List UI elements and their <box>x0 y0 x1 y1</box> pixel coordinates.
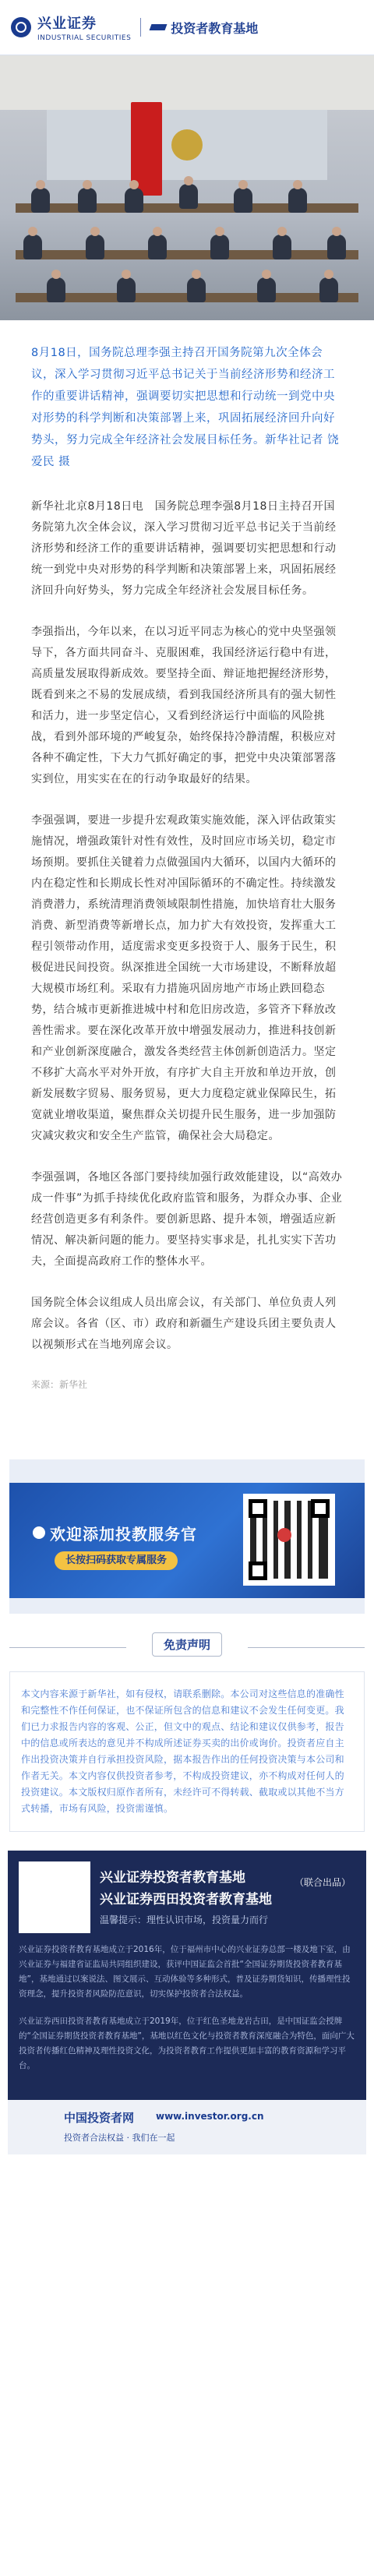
investor-network-sub: 投资者合法权益 · 我们在一起 <box>64 2133 175 2143</box>
article-body <box>0 490 374 1356</box>
service-banner[interactable] <box>9 1459 365 1614</box>
edu-base-text: 投资者教育基地 <box>171 20 259 36</box>
article-source: 来源：新华社 <box>31 1379 88 1390</box>
brand-name-en: INDUSTRIAL SECURITIES <box>37 34 132 42</box>
body-paragraph: 李强强调，要进一步提升宏观政策实施效能，深入评估政策实施情况，增强政策针对性有效性，及时回应市场关切，稳定市场预期。要抓住关键着力点做强国内大循环，以国内大循环的内在稳定性和长期成长性对冲国际循环的不确定性。持续激发消费潜力，系统清理消费领域限制性措施，加快培育壮大服务消费、新型消费等新增长点，加力扩大有效投资，发挥重大工程引领带动作用，适度需求变更多投资于人、服务于民生，积极促进民间投资。纵深推进全国统一大市场建设，不断释放超大规模市场红利。采取有力措施巩固房地产市场止跌回稳态势，结合城市更新推进城中村和危旧房改造，多管齐下释放改善性需求。要在深化改革开放中增强发展动力，推进科技创新和产业创新深度融合，激发各类经营主体创新创造活力。坚定不移扩大高水平对外开放，有序扩大自主开放和单边开放，创新发展数字贸易、服务贸易，更大力度稳定就业保障民生，拓宽就业增收渠道，聚焦群众关切提升民生服务，进一步加强防灾减灾救灾和安全生产监管，确保社会大局稳定。 <box>31 814 337 1142</box>
brand-logo <box>11 12 131 42</box>
brand-name: 兴业证券 <box>37 16 97 32</box>
footer-line2: 兴业证券西田投资者教育基地 <box>100 1892 272 1907</box>
disclaimer-heading <box>9 1632 365 1664</box>
footer-paragraph: 兴业证券投资者教育基地成立于2016年，位于福州市中心的兴业证券总部一楼及地下室，由兴业证券与福建省证监局共同组织建设，获评中国证监会首批“全国证券期货投资者教育基地”，基地通过以案说法、图文展示、互动体验等多种形式，普及证券期货知识，传播理性投资理念，提升投资者风险防范意识，切实保护投资者合法权益。 <box>19 1945 351 1999</box>
footer-tag: （联合出品） <box>294 1877 351 1888</box>
disclaimer-box <box>9 1671 365 1832</box>
meeting-photo <box>0 55 374 320</box>
footer-line1: 兴业证券投资者教育基地 <box>100 1870 245 1886</box>
investor-network-bar[interactable] <box>8 2100 366 2154</box>
service-banner-title: 欢迎添加投教服务官 <box>50 1525 197 1544</box>
brand-logo-icon <box>33 1526 45 1539</box>
body-paragraph: 李强指出，今年以来，在以习近平同志为核心的党中央坚强领导下，各方面共同奋斗、克服困难，我国经济运行稳中有进，高质量发展取得新成效。要坚持全面、辩证地把握经济形势，既看到来之不易的发展成绩，看到我国经济所具有的强大韧性和活力，进一步坚定信心，又看到经济运行中面临的风险挑战，看到外部环境的严峻复杂，始终保持冷静清醒，积极应对各种不确定性，下大力气抓好确定的事，把党中央决策部署落实到位，用实实在在的行动争取最好的结果。 <box>31 626 337 785</box>
body-paragraph: 李强强调，各地区各部门要持续加强行政效能建设，以“高效办成一件事”为抓手持续优化政府监管和服务，为群众办事、企业经营创造更多有利条件。要创新思路、提升本领，增强适应新情况、解决新问题的能力。要坚持实事求是，扎扎实实下苦功夫，全面提高政府工作的整体水平。 <box>31 1171 343 1268</box>
article-header <box>0 0 374 55</box>
footer-paragraph: 兴业证券西田投资者教育基地成立于2019年，位于红色圣地龙岩古田，是中国证监会授牌的“全国证券期货投资者教育基地”，基地以红色文化与投资者教育深度融合为特色，面向广大投资者传播红色精神及理性投资文化，为投资者教育工作提供更加丰富的教育资源和学习平台。 <box>19 2017 355 2070</box>
edu-base-label <box>150 19 258 37</box>
body-paragraph: 新华社北京8月18日电 国务院总理李强8月18日主持召开国务院第九次全体会议，深入学习贯彻习近平总书记关于当前经济形势和经济工作的重要讲话精神，强调要切实把思想和行动统一到党中央对形势的科学判断和决策部署上来，巩固拓展经济回升向好势头，努力完成全年经济社会发展目标任务。 <box>31 500 337 597</box>
photo-caption-lead: 8月18日，国务院总理李强主持召开国务院第九次全体会议，深入学习贯彻习近平总书记关于当前经济形势和经济工作的重要讲话精神，强调要切实把思想和行动统一到党中央对形势的科学判断和决策部署上来，巩固拓展经济回升向好势头，努力完成全年经济社会发展目标任务。新华社记者 饶爱民 摄 <box>31 347 340 468</box>
footer-card <box>8 1851 366 2154</box>
graduation-cap-icon <box>150 22 166 33</box>
scan-code-pill[interactable]: 长按扫码获取专属服务 <box>55 1551 178 1570</box>
disclaimer-text: 本文内容来源于新华社，如有侵权，请联系删除。本公司对这些信息的准确性和完整性不作任何保证，也不保证所包含的信息和建议不会发生任何变更。我们已力求报告内容的客观、公正，但文中的观点、结论和建议仅供参考，报告中的信息或所表达的意见并不构成所述证券买卖的出价或询价。投资者应自主作出投资决策并自行承担投资风险，据本报告作出的任何投资决策与本公司和作者无关。本文内容仅供投资者参考，不构成投资建议，亦不构成对任何人的投资建议。本文版权归原作者所有，未经许可不得转载、截取或以其他不当方式转播，市场有风险，投资需谨慎。 <box>21 1689 344 1814</box>
disclaimer-section <box>9 1632 365 1832</box>
footer-qr-code[interactable] <box>19 1861 90 1933</box>
emblem-graphic <box>171 129 203 161</box>
investor-network-title: 中国投资者网 <box>64 2111 135 2125</box>
header-divider <box>140 18 141 37</box>
service-qr-code[interactable] <box>243 1494 335 1586</box>
disclaimer-title: 免责声明 <box>152 1632 222 1657</box>
body-paragraph: 国务院全体会议组成人员出席会议，有关部门、单位负责人列席会议。各省（区、市）政府和新疆生产建设兵团主要负责人以视频形式在当地列席会议。 <box>31 1297 337 1351</box>
investor-network-url[interactable]: www.investor.org.cn <box>156 2111 264 2122</box>
footer-tip: 温馨提示：理性认识市场，投资量力而行 <box>100 1914 269 1925</box>
brand-logo-icon <box>11 17 31 37</box>
